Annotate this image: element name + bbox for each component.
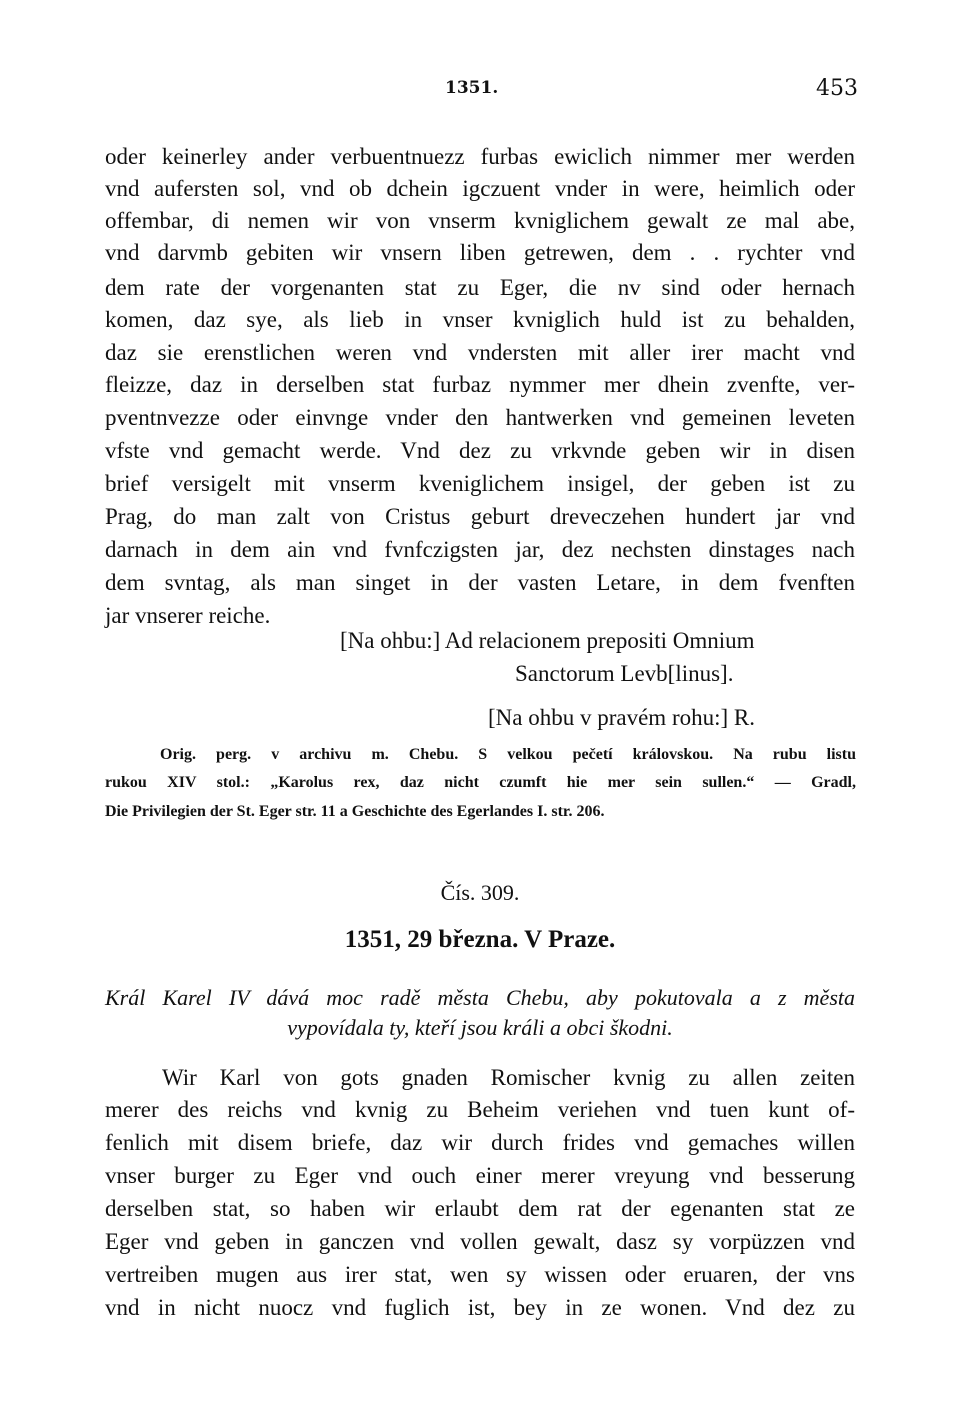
text-line: darnach in dem ain vnd fvnfczigsten jar, dez nechsten dinstages nach [105, 537, 855, 562]
text-line: vfste vnd gemacht werde. Vnd dez zu vrkvnde geben wir in disen [105, 438, 855, 463]
text-line: dem rate der vorgenanten stat zu Eger, die nv sind oder hernach [105, 275, 855, 300]
text-line: derselben stat, so haben wir erlaubt dem rat der egenanten stat ze [105, 1196, 855, 1221]
text-line: fleizze, daz in derselben stat furbaz nymmer mer dhein zvenfte, ver- [105, 372, 855, 397]
text-line: Prag, do man zalt von Cristus geburt dreveczehen hundert jar vnd [105, 504, 855, 529]
note-line: Die Privilegien der St. Eger str. 11 a Geschichte des Egerlandes I. str. 206. [105, 803, 605, 820]
running-header-year: 1351. [445, 78, 499, 98]
text-line: dem svntag, als man singet in der vasten Letare, in dem fvenften [105, 570, 855, 595]
document-date-heading: 1351, 29 března. V Praze. [344, 926, 616, 953]
text-line: vertreiben mugen aus irer stat, wen sy wissen oder eruaren, der vns [105, 1262, 855, 1287]
text-line: merer des reichs vnd kvnig zu Beheim veriehen vnd tuen kunt of- [105, 1097, 855, 1122]
endorsement-line: Sanctorum Levb[linus]. [515, 661, 734, 686]
text-line: vnser burger zu Eger vnd ouch einer merer vreyung vnd besserung [105, 1163, 855, 1188]
text-line: Eger vnd geben in ganczen vnd vollen gewalt, dasz sy vorpüzzen vnd [105, 1229, 855, 1254]
text-line: jar vnserer reiche. [105, 603, 271, 628]
document-number: Čís. 309. [440, 880, 520, 905]
summary-line: vypovídala ty, kteří jsou králi a obci škodni. [287, 1015, 673, 1040]
summary-line: Král Karel IV dává moc radě města Chebu, aby pokutovala a z města [105, 985, 855, 1010]
text-line: pventnvezze oder einvnge vnder den hantwerken vnd gemeinen leveten [105, 405, 855, 430]
text-line: daz sie erenstlichen weren vnd vndersten mit aller irer macht vnd [105, 340, 855, 365]
text-line: vnd aufersten sol, vnd ob dchein igczuent vnder in were, heimlich oder [105, 176, 855, 201]
text-line: Wir Karl von gots gnaden Romischer kvnig zu allen zeiten [162, 1065, 855, 1090]
text-line: vnd darvmb gebiten wir vnsern liben getrewen, dem . . rychter vnd [105, 240, 855, 265]
endorsement-line: [Na ohbu:] Ad relacionem prepositi Omnium [340, 628, 755, 653]
text-line: oder keinerley ander verbuentnuezz furbas ewiclich nimmer mer werden [105, 144, 855, 169]
text-line: brief versigelt mit vnserm kveniglichem insigel, der geben ist zu [105, 471, 855, 496]
note-line: rukou XIV stol.: „Karolus rex, daz nicht czumft hie mer sein sullen.“ — Gradl, [105, 774, 856, 791]
text-line: vnd in nicht nuocz vnd fuglich ist, bey in ze wonen. Vnd dez zu [105, 1295, 855, 1320]
endorsement-line: [Na ohbu v pravém rohu:] R. [488, 705, 755, 730]
page-number: 453 [816, 76, 858, 101]
note-line: Orig. perg. v archivu m. Chebu. S velkou pečetí královskou. Na rubu listu [160, 746, 856, 763]
text-line: fenlich mit disem briefe, daz wir durch frides vnd gemaches willen [105, 1130, 855, 1155]
text-line: komen, daz sye, als lieb in vnser kvniglich huld ist zu behalden, [105, 307, 855, 332]
text-line: offembar, di nemen wir von vnserm kvniglichem gewalt ze mal abe, [105, 208, 855, 233]
